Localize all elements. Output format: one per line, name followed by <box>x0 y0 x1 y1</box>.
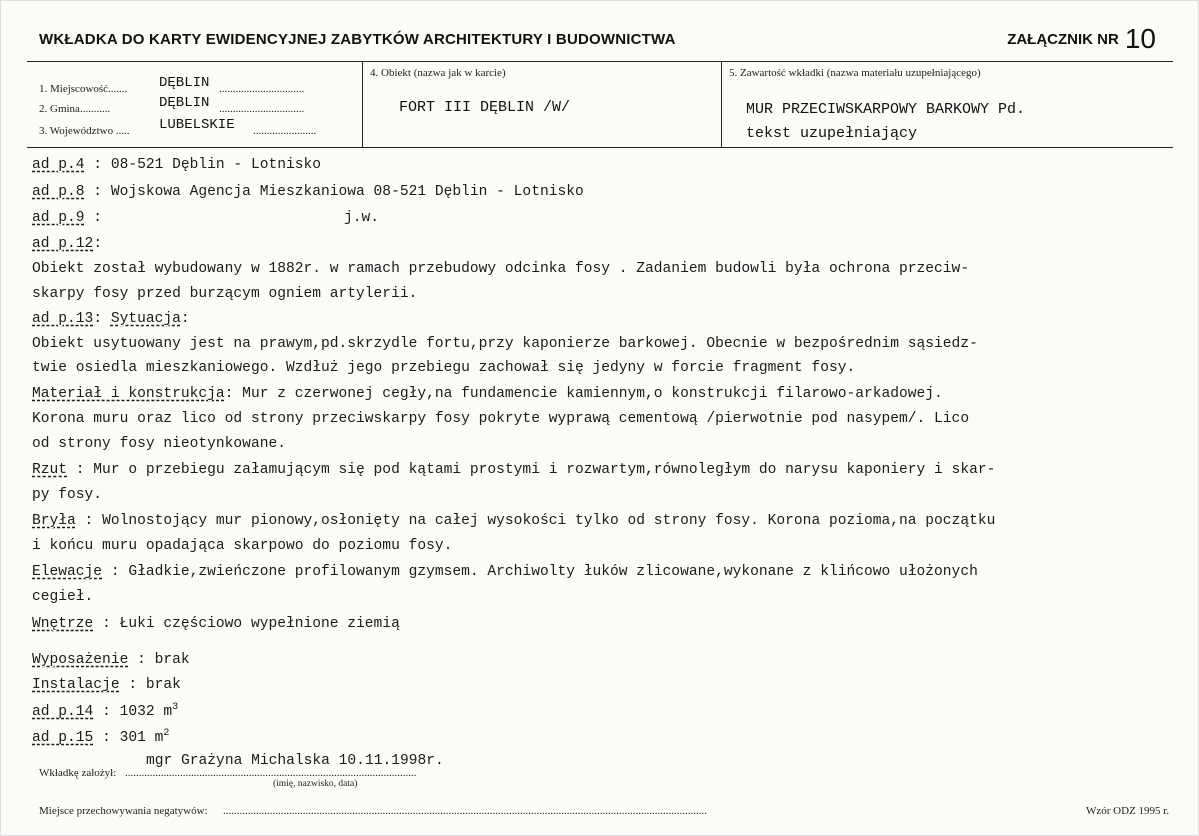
line-ad-p8: ad p.8 : Wojskowa Agencja Mieszkaniowa 08-521 Dęblin - Lotnisko <box>32 184 584 200</box>
obiekt-label: 4. Obiekt (nazwa jak w karcie) <box>370 67 506 79</box>
line-ad-p14: ad p.14 : 1032 $m^3$ <box>32 702 179 720</box>
line-instalacje: Instalacje : brak <box>32 677 181 693</box>
author-hint: (imię, nazwisko, data) <box>273 779 358 789</box>
miejscowosc-label: 1. Miejscowość <box>39 83 109 95</box>
line-elewacje: Elewacje : Gładkie,zwieńczone profilowanym gzymsem. Archiwolty łuków zlicowane,wykonane z klińcowo ułożonych <box>32 564 978 580</box>
text-line: Obiekt został wybudowany w 1882r. w ramach przebudowy odcinka fosy . Zadaniem budowli była ochrona przeciw- <box>32 261 970 277</box>
gmina-label: 2. Gmina <box>39 103 80 115</box>
miejscowosc-dots: ............................... <box>219 83 305 95</box>
zawartosc-value-1: MUR PRZECIWSKARPOWY BARKOWY Pd. <box>746 101 1026 118</box>
negatives-dots: ................................................................................................................................................................................ <box>223 805 707 817</box>
gmina-value: DĘBLIN <box>159 95 210 111</box>
line-rzut: Rzut : Mur o przebiegu załamującym się pod kątami prostymi i rozwartym,równoległym do narysu kaponiery i skar- <box>32 462 996 478</box>
gmina-field: 2. Gmina........... <box>39 103 111 115</box>
line-wyposazenie: Wyposażenie : brak <box>32 652 190 668</box>
line-ad-p12: ad p.12: <box>32 236 103 252</box>
text-line: i końcu muru opadająca skarpowo do poziomu fosy. <box>32 538 453 554</box>
text-line: skarpy fosy przed burzącym ogniem artylerii. <box>32 286 418 302</box>
wojewodztwo-dots: ....................... <box>253 125 317 137</box>
header-top-rule <box>27 61 1173 62</box>
line-ad-p9: ad p.9 : j.w. <box>32 210 380 226</box>
author-dots: .......................................................................................................... <box>125 767 417 779</box>
negatives-label: Miejsce przechowywania negatywów: <box>39 805 208 817</box>
text-line: py fosy. <box>32 487 103 503</box>
line-ad-p4: ad p.4 : 08-521 Dęblin - Lotnisko <box>32 157 322 173</box>
text-line: cegieł. <box>32 589 94 605</box>
author-value: mgr Grażyna Michalska 10.11.1998r. <box>146 753 444 769</box>
text-line: Obiekt usytuowany jest na prawym,pd.skrzydle fortu,przy kaponierze barkowej. Obecnie w bezpośrednim sąsiedz- <box>32 336 978 352</box>
form-version: Wzór ODZ 1995 r. <box>1086 805 1170 817</box>
obiekt-value: FORT III DĘBLIN /W/ <box>399 99 571 116</box>
text-line: twie osiedla mieszkaniowego. Wzdłuż jego przebiegu zachował się jedyny w forcie fragment fosy. <box>32 360 856 376</box>
line-ad-p13: ad p.13: Sytuacja: <box>32 311 190 327</box>
gmina-dots: ............................... <box>219 103 305 115</box>
column-divider-1 <box>362 61 363 147</box>
card-title: WKŁADKA DO KARTY EWIDENCYJNEJ ZABYTKÓW ARCHITEKTURY I BUDOWNICTWA <box>39 31 676 48</box>
zawartosc-label: 5. Zawartość wkładki (nazwa materiału uzupełniającego) <box>729 67 981 79</box>
line-material: Materiał i konstrukcja: Mur z czerwonej cegły,na fundamencie kamiennym,o konstrukcji filarowo-arkadowej. <box>32 386 943 402</box>
wojewodztwo-value: LUBELSKIE <box>159 117 235 133</box>
wojewodztwo-field: 3. Województwo ..... <box>39 125 130 137</box>
column-divider-2 <box>721 61 722 147</box>
line-wnetrze: Wnętrze : Łuki częściowo wypełnione ziemią <box>32 616 400 632</box>
line-bryla: Bryła : Wolnostojący mur pionowy,osłonięty na całej wysokości tylko od strony fosy. Korona pozioma,na początku <box>32 513 996 529</box>
miejscowosc-field: 1. Miejscowość....... <box>39 83 128 95</box>
header-bottom-rule <box>27 147 1173 148</box>
wojewodztwo-label: 3. Województwo <box>39 125 114 137</box>
miejscowosc-value: DĘBLIN <box>159 75 210 91</box>
line-ad-p15: ad p.15 : 301 $m^2$ <box>32 728 170 746</box>
text-line: Korona muru oraz lico od strony przeciwskarpy fosy pokryte wyprawą cementową /pierwotnie pod nasypem/. Lico <box>32 411 970 427</box>
annex-label-text: ZAŁĄCZNIK NR <box>1007 31 1119 48</box>
text-line: od strony fosy nieotynkowane. <box>32 436 286 452</box>
author-label: Wkładkę założył: <box>39 767 117 779</box>
zawartosc-value-2: tekst uzupełniający <box>746 125 918 142</box>
annex-label <box>1007 19 1156 54</box>
annex-number: 10 <box>1124 23 1156 54</box>
